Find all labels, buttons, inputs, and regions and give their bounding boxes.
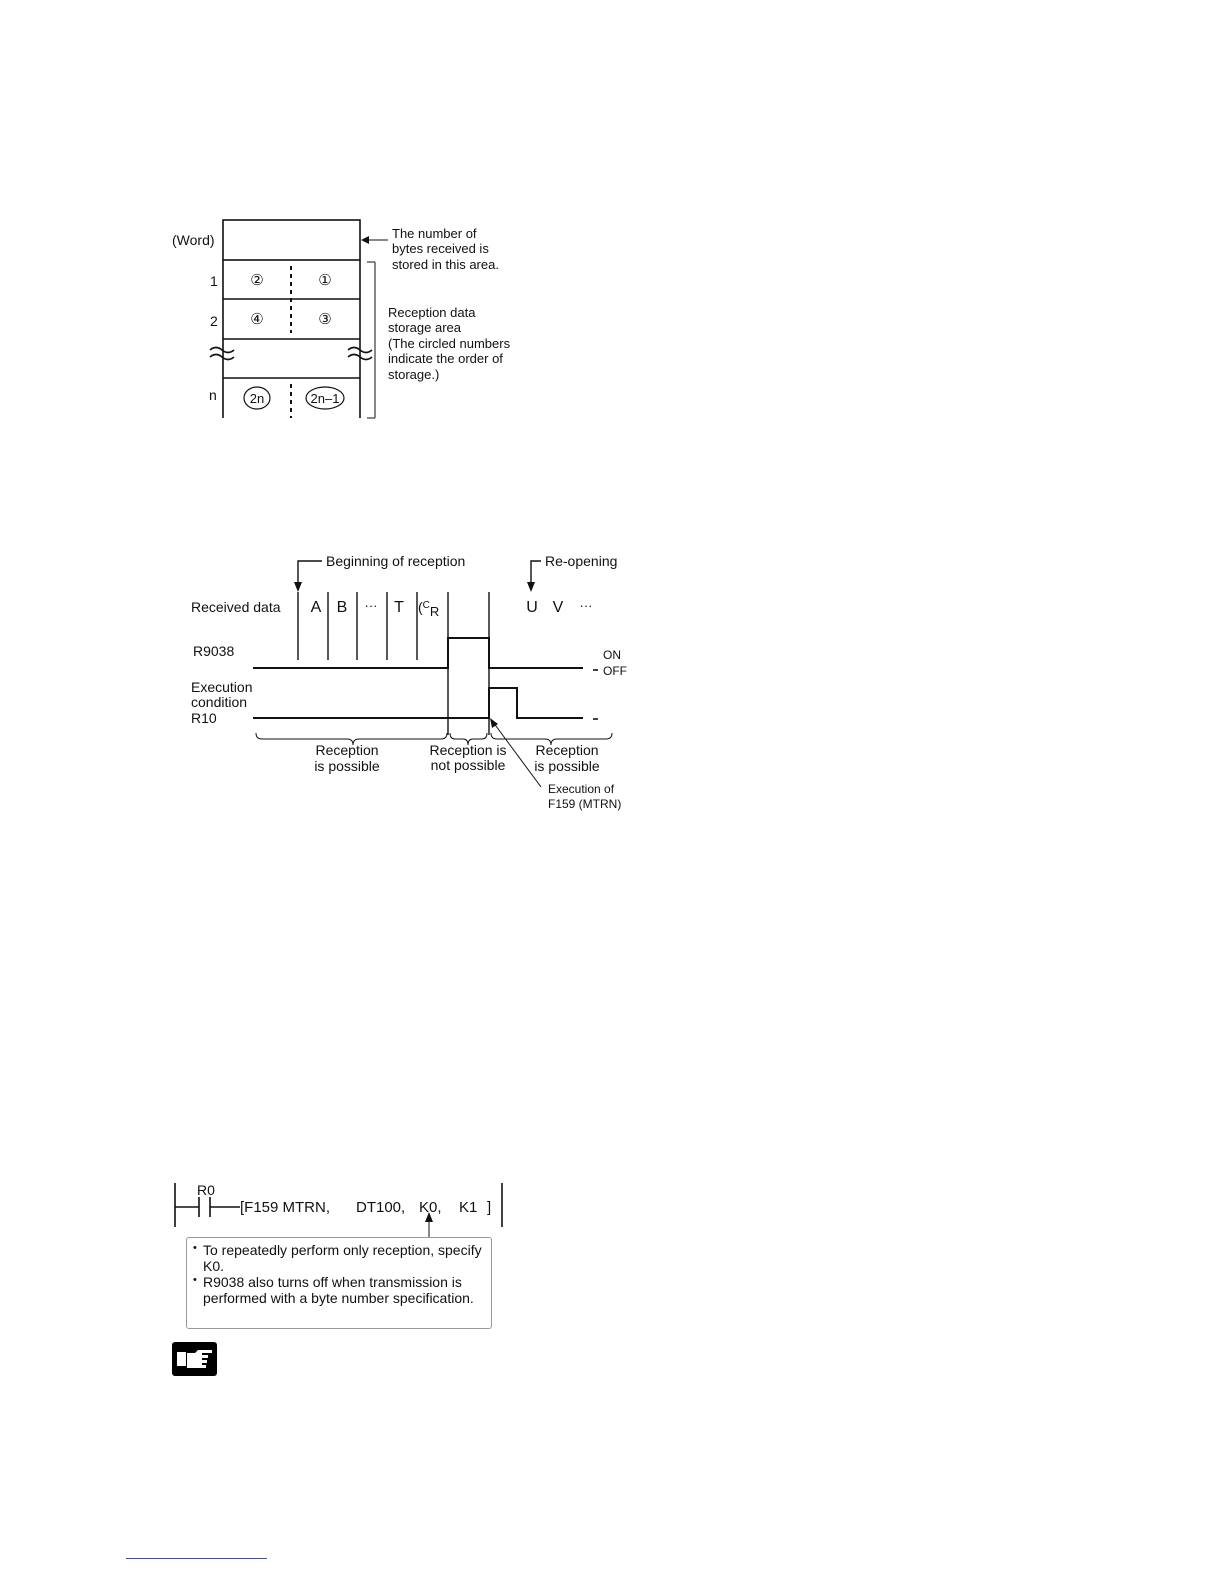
storage-note-line-1: Reception data: [388, 305, 476, 320]
bracket-close: ]: [487, 1199, 492, 1216]
row-label-1: 1: [210, 273, 218, 289]
phase1-line-2: is possible: [314, 758, 380, 774]
cell-order-2: ②: [250, 272, 264, 289]
beginning-of-reception-label: Beginning of reception: [326, 553, 466, 569]
data-char-u: U: [526, 599, 538, 616]
data-char-ellipsis-2: ···: [579, 598, 593, 613]
bytes-note-line-1: The number of: [392, 226, 477, 241]
storage-note-line-5: storage.): [388, 367, 440, 382]
footer-rule: [126, 1558, 267, 1559]
data-char-b: B: [336, 599, 348, 616]
operand-k0: K0,: [419, 1199, 442, 1216]
phase1-line-1: Reception: [315, 742, 379, 758]
pointing-hand-icon: [172, 1342, 217, 1376]
cell-order-1: ①: [318, 272, 332, 289]
data-char-ellipsis: ···: [364, 598, 378, 613]
contact-label: R0: [197, 1182, 215, 1198]
exec-condition-label-1: Execution: [191, 679, 253, 695]
bytes-note-line-3: stored in this area.: [392, 257, 499, 272]
data-char-cr-main: C: [422, 600, 430, 611]
off-label: OFF: [603, 664, 627, 678]
note-box: [186, 1237, 492, 1329]
note-item-2: • R9038 also turns off when transmission is performed with a byte number specification.: [193, 1274, 485, 1306]
exec-note-line-1: Execution of: [548, 782, 615, 796]
reopening-label: Re-opening: [545, 553, 618, 569]
phase3-line-2: is possible: [534, 758, 600, 774]
phase2-line-1: Reception is: [429, 742, 507, 758]
storage-note-line-3: (The circled numbers: [388, 336, 511, 351]
bytes-note-line-2: bytes received is: [392, 241, 489, 256]
cell-order-2n-1: 2n–1: [310, 391, 340, 406]
exec-note-line-2: F159 (MTRN): [548, 797, 622, 811]
r9038-label: R9038: [193, 643, 235, 659]
exec-condition-label-2: condition: [191, 694, 248, 710]
cell-order-3: ③: [318, 311, 332, 328]
instruction-text: [F159 MTRN,: [240, 1199, 331, 1216]
operand-k1: K1: [459, 1199, 478, 1216]
data-char-cr: ($^C$R: [418, 599, 440, 619]
cell-order-2n: 2n: [249, 391, 265, 406]
word-label: (Word): [172, 232, 215, 248]
storage-note-line-4: indicate the order of: [388, 351, 503, 366]
data-char-cr-sub: R: [429, 604, 440, 619]
data-char-v: V: [552, 599, 564, 616]
data-char-a: A: [310, 599, 322, 616]
data-char-t: T: [394, 599, 404, 616]
row-label-2: 2: [210, 313, 218, 329]
note-item-1: • To repeatedly perform only reception, specify K0.: [193, 1242, 485, 1274]
storage-note-line-2: storage area: [388, 320, 461, 335]
phase2-line-2: not possible: [430, 757, 506, 773]
cell-order-4: ④: [250, 311, 264, 328]
row-label-n: n: [209, 387, 217, 403]
on-label: ON: [603, 648, 621, 662]
exec-condition-label-3: R10: [191, 710, 217, 726]
operand-dt100: DT100,: [356, 1199, 406, 1216]
received-data-label: Received data: [191, 599, 281, 615]
phase3-line-1: Reception: [535, 742, 599, 758]
